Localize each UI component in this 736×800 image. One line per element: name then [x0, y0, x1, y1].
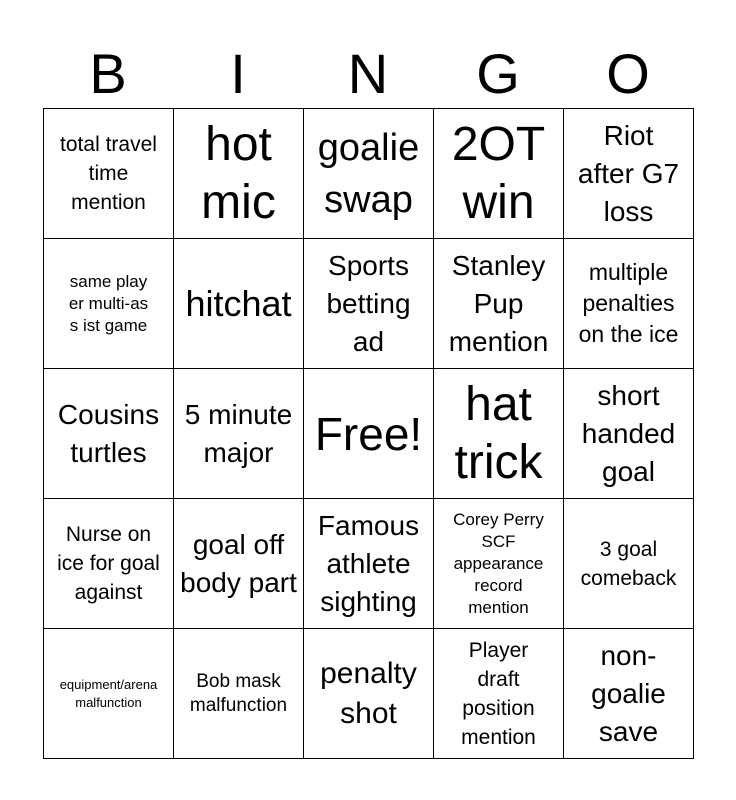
bingo-header — [43, 40, 693, 108]
bingo-cell[interactable] — [434, 369, 564, 499]
bingo-cell[interactable] — [564, 239, 694, 369]
bingo-cell[interactable] — [44, 499, 174, 629]
bingo-cell[interactable] — [304, 109, 434, 239]
bingo-cell[interactable] — [434, 499, 564, 629]
cell-text: Sports betting ad — [326, 249, 411, 357]
cell-text: goalie swap — [317, 126, 420, 221]
free-space[interactable] — [304, 369, 434, 499]
bingo-cell[interactable] — [564, 109, 694, 239]
header-letter-o: O — [606, 42, 650, 105]
bingo-cell[interactable] — [434, 239, 564, 369]
bingo-cell[interactable] — [44, 109, 174, 239]
header-letter-i: I — [230, 42, 246, 105]
bingo-cell[interactable] — [174, 239, 304, 369]
cell-text: Bob mask malfunction — [189, 670, 288, 716]
bingo-cell[interactable] — [304, 629, 434, 759]
bingo-card — [43, 108, 694, 759]
cell-text: 5 minute major — [184, 398, 293, 468]
cell-text: Cousins turtles — [57, 398, 160, 468]
bingo-cell[interactable] — [434, 109, 564, 239]
header-letter-b: B — [89, 42, 127, 105]
cell-text: Player draft position mention — [461, 638, 536, 749]
bingo-cell[interactable] — [564, 369, 694, 499]
header-letter-n: N — [347, 42, 389, 105]
cell-text: goal off body part — [180, 528, 297, 598]
bingo-cell[interactable] — [174, 109, 304, 239]
bingo-cell[interactable] — [434, 629, 564, 759]
bingo-cell[interactable] — [564, 499, 694, 629]
cell-text: 3 goal comeback — [580, 537, 677, 590]
bingo-cell[interactable] — [304, 239, 434, 369]
header-letter-g: G — [476, 42, 520, 105]
cell-text: penalty shot — [320, 656, 417, 730]
bingo-cell[interactable] — [174, 629, 304, 759]
cell-text: short handed goal — [581, 379, 676, 487]
cell-text: non-goalie save — [591, 639, 666, 747]
cell-text: hot mic — [201, 117, 276, 229]
cell-text: 2OT win — [451, 117, 546, 229]
cell-text: hat trick — [454, 377, 543, 489]
cell-text: equipment/arena malfunction — [59, 676, 158, 710]
cell-text: same player multi-ass ist game — [68, 271, 149, 335]
cell-text: Famous athlete sighting — [317, 509, 420, 617]
bingo-cell[interactable] — [174, 499, 304, 629]
cell-text: Riot after G7 loss — [577, 119, 680, 227]
cell-text: multiple penalties on the ice — [578, 259, 679, 347]
cell-text: Corey Perry SCF appearance record mention — [453, 509, 544, 617]
cell-text: Free! — [314, 407, 423, 460]
bingo-cell[interactable] — [44, 629, 174, 759]
bingo-cell[interactable] — [174, 369, 304, 499]
bingo-cell[interactable] — [44, 239, 174, 369]
cell-text: total travel time mention — [60, 133, 157, 214]
bingo-cell[interactable] — [304, 499, 434, 629]
bingo-cell[interactable] — [44, 369, 174, 499]
bingo-cell[interactable] — [564, 629, 694, 759]
cell-text: Stanley Pup mention — [448, 249, 549, 357]
cell-text: Nurse on ice for goal against — [57, 523, 160, 604]
cell-text: hitchat — [185, 282, 292, 324]
